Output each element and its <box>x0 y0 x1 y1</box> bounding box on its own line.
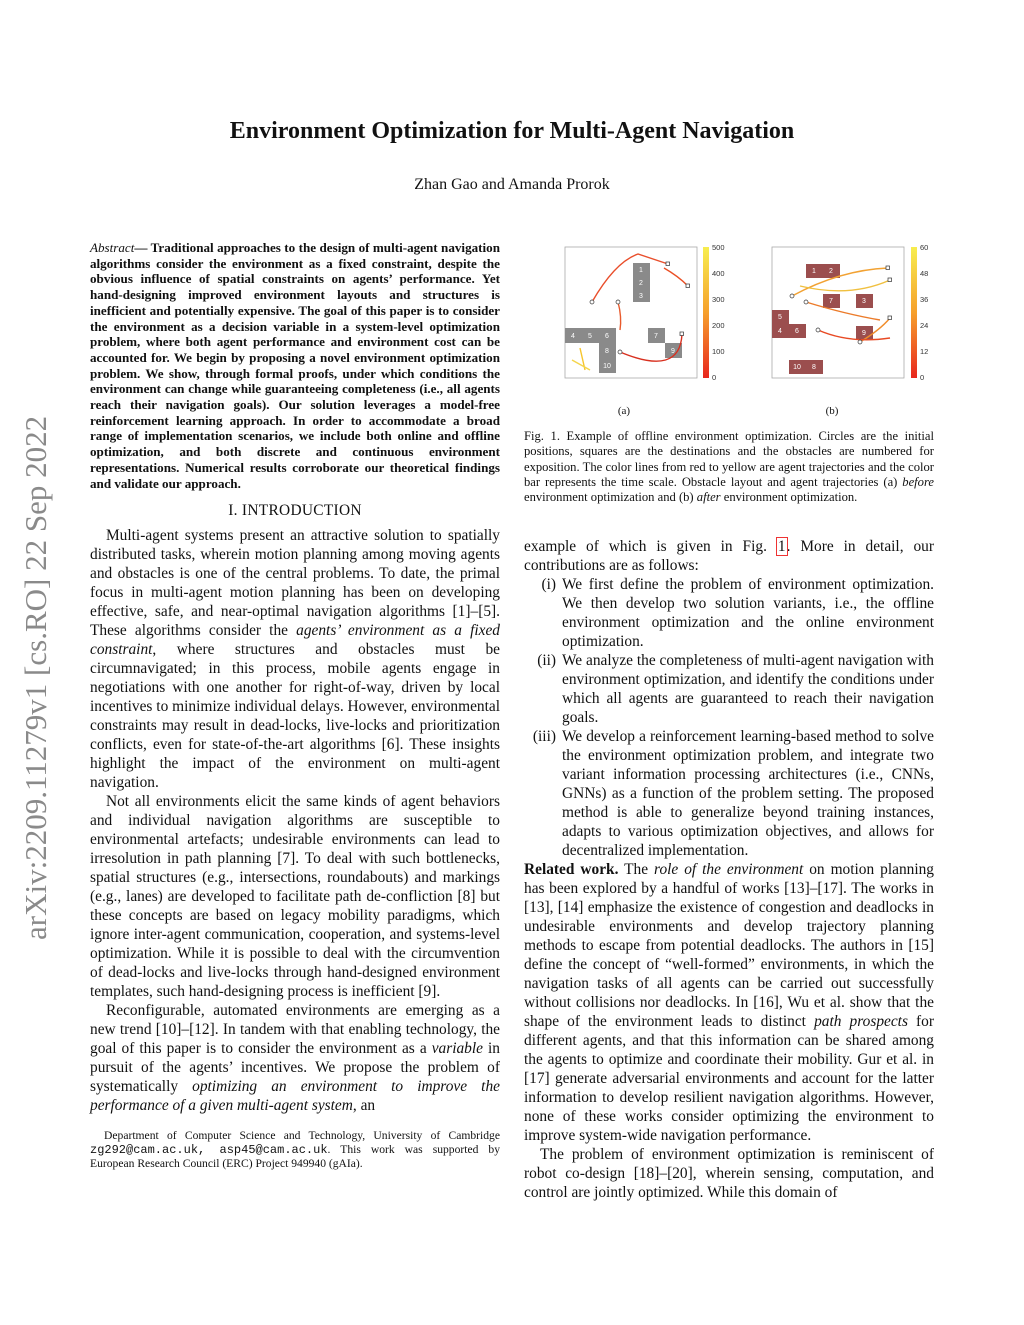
svg-text:2: 2 <box>639 280 643 287</box>
footnote-emails: zg292@cam.ac.uk, asp45@cam.ac.uk <box>90 1142 328 1157</box>
authors: Zhan Gao and Amanda Prorok <box>414 176 610 193</box>
related-work-heading: Related work. <box>524 861 619 878</box>
svg-text:4: 4 <box>571 333 575 340</box>
svg-text:500: 500 <box>712 243 725 252</box>
colorbar-a-ticks <box>712 243 725 382</box>
svg-text:48: 48 <box>920 269 929 278</box>
section-heading: I. INTRODUCTION <box>228 502 362 520</box>
contributions-lead: example of which is given in Fig. 1. More in detail, our contributions are as follows: <box>524 538 934 574</box>
svg-text:12: 12 <box>920 347 929 356</box>
abstract-text: — Traditional approaches to the design of multi-agent navigation algorithms consider the environment as a fixed constraint, despite the obvious influence of spatial constraints on agents’ performance. Yet hand-designing improved environment layouts and structures is inefficient and potentially expensive. The goal of this paper is to consider the environment as a decision variable in a system-level optimization problem, where both agent performance and environment cost can be accounted for. We begin by proposing a novel environment optimization problem. We show, through formal proofs, under which conditions the environment can change while guaranteeing completeness (i.e., all agents reach their navigation goals). Our solution leverages a model-free reinforcement learning approach. In order to accommodate a broad range of implementation scenarios, we include both online and offline optimization, and both discrete and continuous environment representations. Numerical results corroborate our theoretical findings and validate our approach. <box>90 240 500 491</box>
svg-text:4: 4 <box>778 328 782 335</box>
abstract <box>90 240 500 491</box>
figure-1-graphic <box>560 242 940 422</box>
svg-text:3: 3 <box>862 298 866 305</box>
contribution-item: (ii) We analyze the completeness of multi-agent navigation with environment optimization, and identify the conditions under which all agents are guaranteed to reach their navigation goals. <box>537 652 934 726</box>
footnote: Department of Computer Science and Technology, University of Cambridge zg292@cam.ac.uk, asp45@cam.ac.uk. This work was supported by European Research Council (ERC) Project 949940 (gAIa). <box>90 1129 501 1171</box>
arxiv-id: arXiv:2209.11279v1 [cs.RO] 22 Sep 2022 <box>18 415 53 940</box>
codesign-paragraph: The problem of environment optimization is reminiscent of robot co-design [18]–[20], wherein sensing, computation, and control are jointly optimized. While this domain of <box>524 1146 934 1201</box>
svg-text:0: 0 <box>712 373 717 382</box>
svg-text:8: 8 <box>812 364 816 371</box>
svg-text:9: 9 <box>862 330 866 337</box>
svg-text:24: 24 <box>920 321 929 330</box>
arxiv-stamp <box>10 330 60 950</box>
intro-paragraph-3: Reconfigurable, automated environments are emerging as a new trend [10]–[12]. In tandem with that enabling technology, the goal of this paper is to consider the environment as a variable in pursuit of the agents’ incentives. We propose the problem of systematically optimizing an environment to improve the performance of a given multi-agent system, an <box>90 1002 500 1115</box>
svg-text:200: 200 <box>712 321 725 330</box>
svg-text:9: 9 <box>671 348 675 355</box>
contribution-item: (i) We first define the problem of environment optimization. We then develop two solution variants, i.e., the offline environment optimization and the online environment optimization. <box>541 576 934 650</box>
svg-text:36: 36 <box>920 295 929 304</box>
svg-text:7: 7 <box>654 333 658 340</box>
svg-text:5: 5 <box>588 333 592 340</box>
right-column <box>524 537 934 1202</box>
svg-text:0: 0 <box>920 373 925 382</box>
colorbar-b <box>911 247 917 378</box>
related-work-paragraph: Related work. The role of the environment on motion planning has been explored by a handful of works [13]–[17]. The works in [13], [14] emphasize the existence of congestion and deadlocks in undesirable environments and develop trajectory planning methods to escape from potential deadlocks. The authors in [15] define the concept of “well-formed” environments, in which the navigation tasks of all agents can be carried out successfully without collisions nor deadlocks. In [16], Wu et al. show that the shape of the environment leads to distinct path prospects for different agents, and that this information can be shared among the agents to optimize and coordinate their mobility. Gur et al. in [17] generate adversarial environments and account for the latter information to develop resilient navigation algorithms. However, none of these works consider optimizing the environment to improve system-wide navigation performance. <box>524 861 934 1144</box>
left-column <box>90 240 500 1171</box>
svg-text:6: 6 <box>795 328 799 335</box>
svg-text:60: 60 <box>920 243 929 252</box>
svg-text:7: 7 <box>829 298 833 305</box>
intro-paragraph-2: Not all environments elicit the same kinds of agent behaviors and individual navigation algorithms are susceptible to environmental artefacts; undesirable environments can lead to irresolution in path planning [7]. To deal with such bottlenecks, spatial structures (e.g., intersections, roundabouts) and markings (e.g., lanes) are developed to facilitate path de-confliction [8] but these concepts are based on legacy mobility paradigms, which ignore inter-agent communication, cooperation, and systems-level optimization. While it is possible to deal with the circumvention of dead-locks and live-locks through hand-designed environment templates, such hand-designing process is inefficient [9]. <box>90 793 500 1001</box>
figure-caption: Fig. 1. Example of offline environment optimization. Circles are the initial positions, squares are the destinations and the obstacles are numbered for exposition. The color lines from red to yellow are agent trajectories and the color bar represents the time scale. Obstacle layout and agent trajectories (a) before environment optimization and (b) after environment optimization. <box>524 429 934 505</box>
colorbar-a <box>703 247 709 378</box>
svg-text:1: 1 <box>639 267 643 274</box>
contribution-item: (iii) We develop a reinforcement learning-based method to solve the environment optimization problem, and integrate two variant information processing architectures (i.e., CNNs, GNNs) as a function of the problem setting. The proposed method is able to generalize beyond training instances, adapts to various optimization objectives, and allows for decentralized implementation. <box>532 728 934 859</box>
intro-paragraph-1: Multi-agent systems present an attractive solution to spatially distributed tasks, wherein motion planning among moving agents and obstacles is one of the central problems. To date, the primal focus in multi-agent motion planning has been on developing effective, safe, and near-optimal navigation algorithms [1]–[5]. These algorithms consider the agents’ environment as a fixed constraint, where structures and obstacles must be circumnavigated; in this process, mobile agents engage in negotiations with one another for right-of-way, driven by local incentives to minimize individual delays. However, environmental constraints may result in dead-locks, live-locks and prioritization conflicts, even for state-of-the-art algorithms [6]. These insights highlight the impact of the environment on multi-agent navigation. <box>90 527 500 792</box>
abstract-label: Abstract <box>90 240 135 255</box>
panel-b-label: (b) <box>825 405 839 417</box>
svg-text:10: 10 <box>603 363 611 370</box>
svg-text:8: 8 <box>605 348 609 355</box>
svg-text:300: 300 <box>712 295 725 304</box>
paper-title: Environment Optimization for Multi-Agent Navigation <box>229 118 795 144</box>
figure-ref-link[interactable]: 1 <box>777 538 786 555</box>
svg-text:2: 2 <box>829 268 833 275</box>
svg-text:100: 100 <box>712 347 725 356</box>
svg-text:10: 10 <box>793 364 801 371</box>
svg-text:5: 5 <box>778 314 782 321</box>
colorbar-b-ticks <box>920 243 928 382</box>
figure-1 <box>560 242 940 422</box>
svg-text:6: 6 <box>605 333 609 340</box>
svg-text:400: 400 <box>712 269 725 278</box>
panel-a-label: (a) <box>617 405 631 417</box>
svg-text:1: 1 <box>812 268 816 275</box>
panel-a-frame <box>565 247 697 378</box>
svg-text:3: 3 <box>639 293 643 300</box>
